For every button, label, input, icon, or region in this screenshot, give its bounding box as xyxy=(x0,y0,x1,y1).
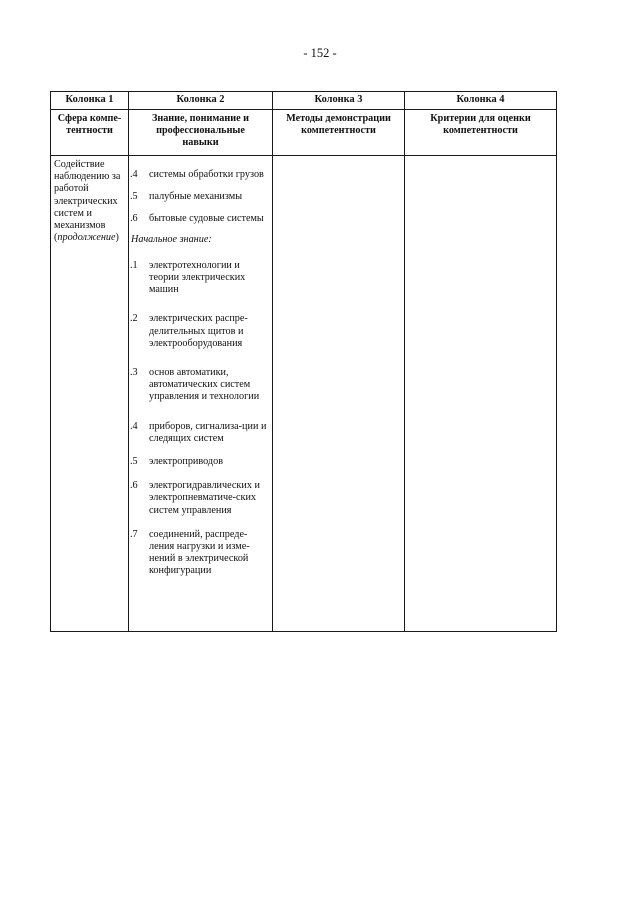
section-title: Начальное знание: xyxy=(131,233,212,245)
knowledge-item-number: .2 xyxy=(130,313,138,325)
column-label-3: Колонка 3 xyxy=(273,92,405,110)
knowledge-item-text: электротехнологии и теории электрических машин xyxy=(149,259,246,296)
knowledge-item-text: основ автоматики, автоматических систем управления и технологии xyxy=(149,367,260,403)
knowledge-item xyxy=(129,260,272,297)
header-methods xyxy=(273,110,405,156)
criteria-cell xyxy=(405,156,557,632)
knowledge-item-text: электрогидравлических и электропневматиче-ских систем управления xyxy=(149,480,260,516)
knowledge-item-number: .6 xyxy=(130,480,138,492)
header-knowledge-text: Знание, понимание и профессиональные навыки xyxy=(151,113,250,148)
knowledge-item-text: соединений, распреде-ления нагрузки и изме-нений в электрической конфигурации xyxy=(149,528,250,577)
body-row xyxy=(51,156,557,632)
knowledge-item xyxy=(129,367,272,404)
header-criteria xyxy=(405,110,557,156)
knowledge-cell xyxy=(129,156,273,632)
header-row xyxy=(51,110,557,156)
scope-note: продолжение xyxy=(57,232,116,244)
knowledge-item-number: .3 xyxy=(130,367,138,379)
knowledge-item-text: электрических распре-делительных щитов и электрооборудования xyxy=(149,313,248,349)
page-number: - 152 - xyxy=(303,46,337,60)
knowledge-list xyxy=(129,156,272,578)
knowledge-item xyxy=(129,529,272,578)
methods-cell xyxy=(273,156,405,632)
knowledge-item xyxy=(129,191,272,203)
knowledge-item xyxy=(129,480,272,517)
header-scope-text: Сфера компе-тентности xyxy=(57,113,122,136)
knowledge-item xyxy=(129,169,272,181)
header-knowledge xyxy=(129,110,273,156)
scope-cell xyxy=(51,156,129,632)
knowledge-item-number: .4 xyxy=(130,420,138,432)
competence-table xyxy=(50,91,557,632)
knowledge-item-text: палубные механизмы xyxy=(149,191,243,203)
knowledge-item-number: .7 xyxy=(130,528,138,540)
knowledge-item xyxy=(129,313,272,350)
knowledge-item-text: системы обработки грузов xyxy=(149,169,264,180)
knowledge-item xyxy=(129,456,272,468)
knowledge-item xyxy=(129,213,272,225)
knowledge-item xyxy=(129,421,272,445)
column-number-row xyxy=(51,92,557,110)
column-label-2: Колонка 2 xyxy=(129,92,273,110)
knowledge-item-number: .5 xyxy=(130,191,138,203)
knowledge-item-number: .6 xyxy=(130,213,138,225)
knowledge-item-number: .1 xyxy=(130,259,138,271)
column-label-1: Колонка 1 xyxy=(51,92,129,110)
scope-main-text: Содействие наблюдению за работой электрических систем и механизмов xyxy=(54,159,121,232)
column-label-4: Колонка 4 xyxy=(405,92,557,110)
knowledge-item-number: .4 xyxy=(130,169,138,180)
scope-text: Содействие наблюдению за работой электрических систем и механизмов (продолжение) xyxy=(54,159,121,244)
header-criteria-text: Критерии для оценки компетентности xyxy=(430,113,531,136)
header-scope xyxy=(51,110,129,156)
header-methods-text: Методы демонстрации компетентности xyxy=(286,113,391,136)
knowledge-item-text: электроприводов xyxy=(149,456,223,468)
knowledge-item-number: .5 xyxy=(130,456,138,468)
knowledge-item-text: бытовые судовые системы xyxy=(149,213,264,225)
knowledge-item-text: приборов, сигнализа-ции и следящих систем xyxy=(149,420,267,444)
